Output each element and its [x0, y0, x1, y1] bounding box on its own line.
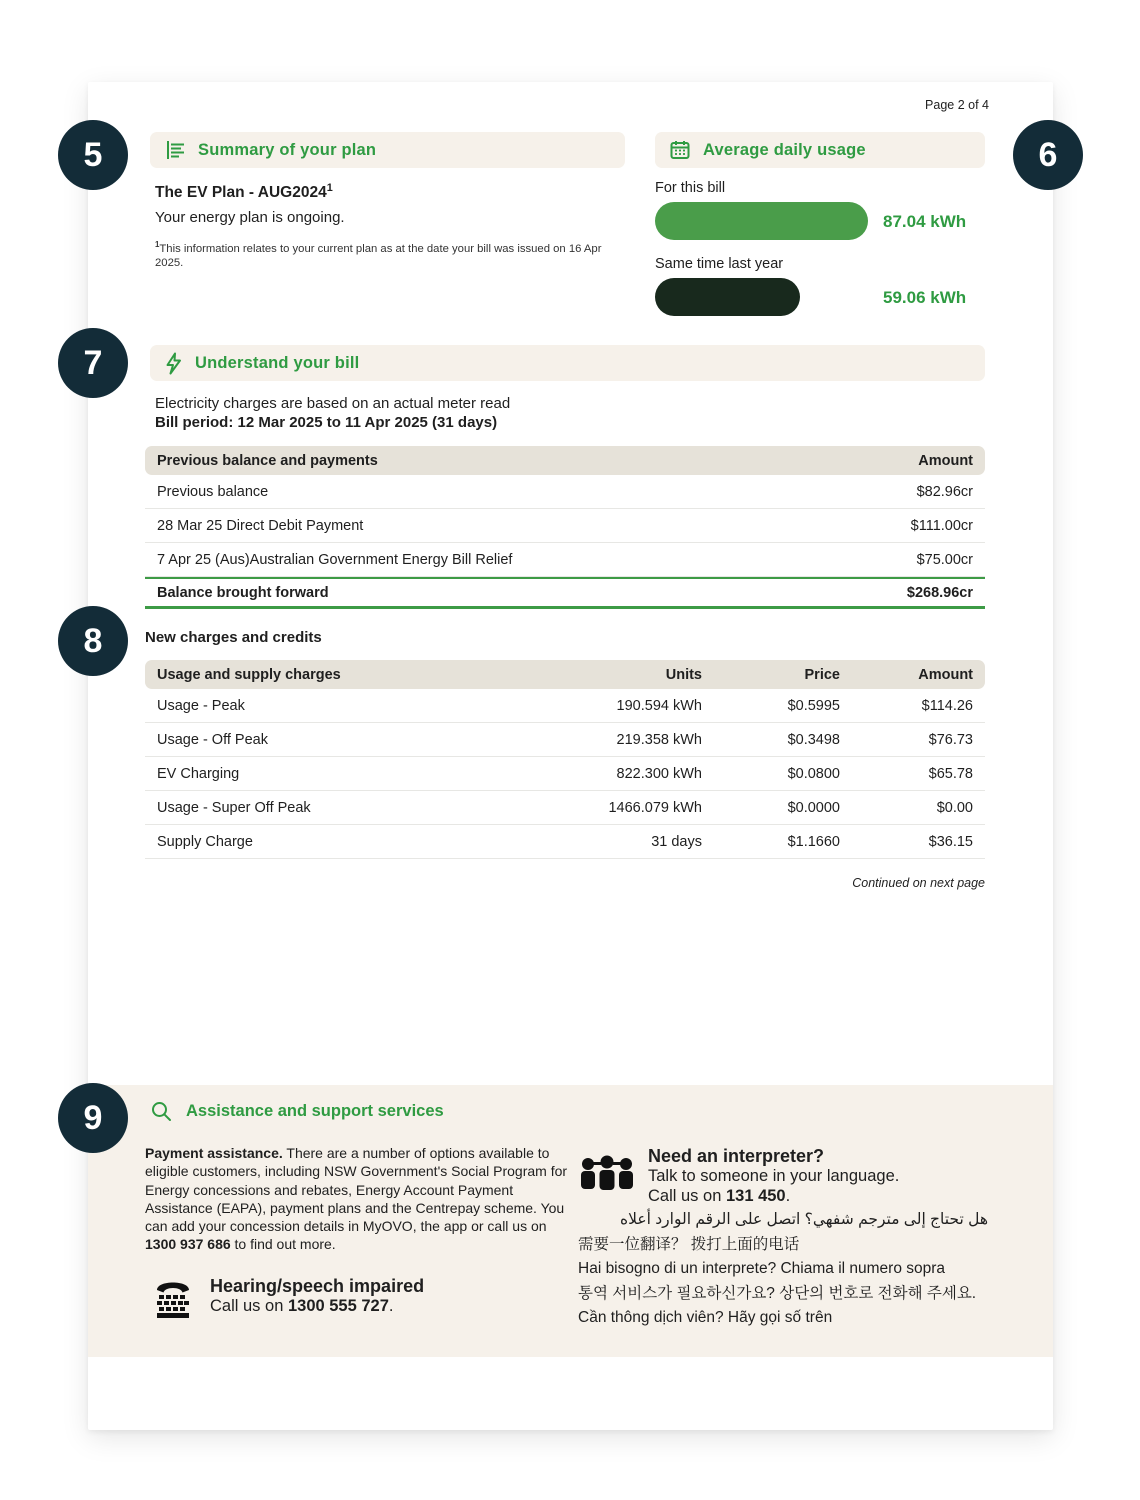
plan-summary-header — [150, 132, 625, 168]
usage-previous-bar — [655, 278, 800, 316]
previous-balance-table — [145, 446, 985, 609]
column-header: Usage and supply charges — [157, 666, 341, 683]
understand-bill-title: Understand your bill — [195, 353, 360, 372]
assistance-title: Assistance and support services — [186, 1101, 444, 1120]
interpreter-languages — [578, 1208, 988, 1331]
usage-previous-value: 59.06 kWh — [883, 288, 967, 307]
usage-previous-label: Same time last year — [655, 256, 784, 272]
usage-current-label: For this bill — [655, 180, 726, 196]
column-header: Amount — [918, 452, 973, 469]
lightning-bolt-icon — [164, 352, 183, 375]
summary-list-icon — [164, 139, 186, 161]
usage-current-value: 87.04 kWh — [883, 212, 967, 231]
table-row: 7 Apr 25 (Aus)Australian Government Energy Bill Relief $75.00cr — [145, 543, 985, 577]
usage-current-bar — [655, 202, 868, 240]
payment-phone-number: 1300 937 686 — [145, 1236, 231, 1253]
language-line-korean: 통역 서비스가 필요하신가요? 상단의 번호로 전화해 주세요. — [578, 1284, 977, 1302]
tty-phone-icon — [150, 1276, 196, 1327]
balance-brought-forward-row: Balance brought forward $268.96cr — [145, 577, 985, 609]
table-row: EV Charging 822.300 kWh $0.0800 $65.78 — [145, 757, 985, 791]
language-line-arabic: هل تحتاج إلى مترجم شفهي؟ اتصل على الرقم الوارد أعلاه — [620, 1211, 988, 1228]
document-page — [88, 82, 1053, 1430]
daily-usage-title: Average daily usage — [703, 140, 866, 159]
plan-status: Your energy plan is ongoing. — [155, 209, 345, 226]
language-line-vietnamese: Cần thông dịch viên? Hãy gọi số trên — [578, 1309, 833, 1327]
table-row: Usage - Peak 190.594 kWh $0.5995 $114.26 — [145, 689, 985, 723]
table-row: Previous balance $82.96cr — [145, 475, 985, 509]
step-badge-7: 7 — [58, 328, 128, 398]
payment-assistance-text: Payment assistance. There are a number of options available to eligible customers, including NSW Government's Social Program for Energy concessions and rebates, Energy Account Payment Assistance (EAPA), payment plans and the Centrepay scheme. You can add your concession details in MyOVO, the app or call us on 1300 937 686 to find out more. — [145, 1145, 568, 1253]
table-header-row — [145, 446, 985, 475]
step-badge-5: 5 — [58, 120, 128, 190]
column-header: Amount — [918, 666, 973, 683]
table-row: 28 Mar 25 Direct Debit Payment $111.00cr — [145, 509, 985, 543]
step-badge-8: 8 — [58, 606, 128, 676]
daily-usage-header — [655, 132, 985, 168]
table-row: Usage - Super Off Peak 1466.079 kWh $0.0000 $0.00 — [145, 791, 985, 825]
language-line-chinese: 需要一位翻译？ 拨打上面的电话 — [578, 1235, 800, 1253]
column-header: Units — [665, 666, 702, 683]
interpreter-subtitle: Talk to someone in your language. — [648, 1167, 900, 1185]
continued-note: Continued on next page — [852, 876, 985, 890]
interpreter-phone: Call us on 131 450. — [648, 1187, 791, 1205]
plan-summary-title: Summary of your plan — [198, 140, 377, 159]
understand-bill-header — [150, 345, 985, 381]
page-indicator: Page 2 of 4 — [925, 98, 989, 112]
step-badge-9: 9 — [58, 1083, 128, 1153]
new-charges-heading: New charges and credits — [145, 629, 322, 646]
interpreter-people-icon — [578, 1154, 636, 1205]
table-row: Usage - Off Peak 219.358 kWh $0.3498 $76.73 — [145, 723, 985, 757]
step-badge-6: 6 — [1013, 120, 1083, 190]
plan-name: The EV Plan - AUG2024$^1$ — [155, 182, 333, 202]
column-header: Previous balance and payments — [157, 452, 378, 469]
hearing-impaired-title: Hearing/speech impaired — [210, 1276, 425, 1296]
table-row: Supply Charge 31 days $1.1660 $36.15 — [145, 825, 985, 859]
column-header: Price — [804, 666, 840, 683]
meter-read-note: Electricity charges are based on an actual meter read — [155, 395, 511, 412]
interpreter-title: Need an interpreter? — [648, 1146, 825, 1166]
usage-charges-table — [145, 660, 985, 859]
plan-footnote: $^1$This information relates to your current plan as at the date your bill was issued on 16 Apr 2025. — [155, 240, 602, 270]
table-header-row — [145, 660, 985, 689]
magnifier-icon — [150, 1100, 172, 1122]
calendar-icon — [669, 139, 691, 161]
language-line-italian: Hai bisogno di un interprete? Chiama il numero sopra — [578, 1260, 946, 1278]
assistance-header — [150, 1100, 444, 1122]
hearing-impaired-phone: Call us on 1300 555 727. — [210, 1297, 394, 1315]
bill-period: Bill period: 12 Mar 2025 to 11 Apr 2025 (31 days) — [155, 414, 498, 431]
